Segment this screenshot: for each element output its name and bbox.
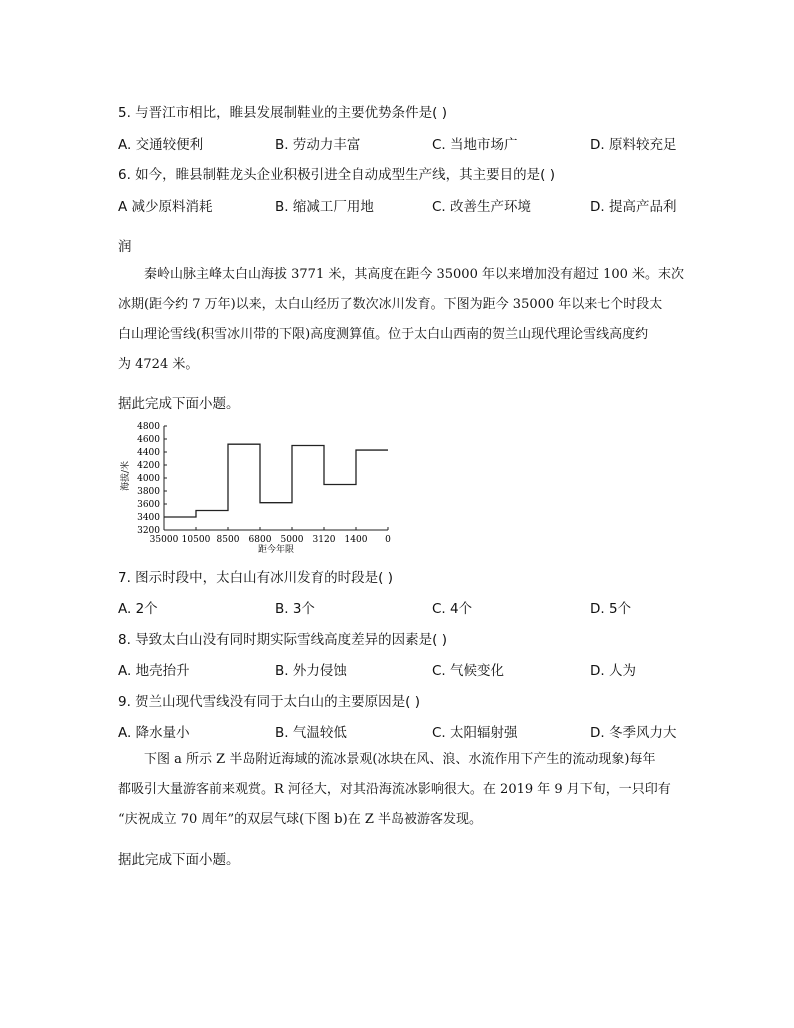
x-tick-label: 5000	[280, 535, 304, 545]
question-8-option-c: C. 气候变化	[432, 663, 505, 679]
question-9-option-d: D. 冬季风力大	[590, 725, 677, 741]
x-tick-label: 0	[385, 535, 391, 545]
question-7-option-b: B. 3个	[275, 601, 315, 617]
x-tick-label: 6800	[248, 535, 272, 545]
question-9-option-a: A. 降水量小	[118, 725, 190, 741]
y-tick-label: 4400	[137, 448, 160, 458]
y-tick-label: 4800	[137, 422, 160, 432]
question-5-option-b: B. 劳动力丰富	[275, 137, 361, 153]
question-9-option-b: B. 气温较低	[275, 725, 347, 741]
question-8-option-d: D. 人为	[590, 663, 636, 679]
question-8-option-a: A. 地壳抬升	[118, 663, 190, 679]
question-7-stem: 7. 图示时段中，太白山有冰川发育的时段是( )	[118, 570, 393, 586]
passage-line: 都吸引大量游客前来观赏。R 河径大，对其沿海流冰影响很大。在 2019 年 9 月下旬，一只印有	[118, 782, 671, 797]
snowline-chart	[110, 418, 400, 558]
y-axis	[137, 422, 167, 536]
instruction-text: 据此完成下面小题。	[118, 852, 240, 868]
passage-line: 为 4724 米。	[118, 357, 199, 372]
question-8-stem: 8. 导致太白山没有同时期实际雪线高度差异的因素是( )	[118, 632, 447, 648]
question-5-stem: 5. 与晋江市相比，睢县发展制鞋业的主要优势条件是( )	[118, 105, 447, 121]
passage-drift-ice	[118, 745, 678, 835]
y-tick-label: 3600	[137, 500, 160, 510]
question-6-option-b: B. 缩减工厂用地	[275, 199, 374, 215]
x-tick-label: 8500	[216, 535, 240, 545]
x-tick-label: 3120	[312, 535, 336, 545]
question-5-option-d: D. 原料较充足	[590, 137, 677, 153]
question-6-option-d: D. 提高产品利	[590, 199, 677, 215]
y-tick-label: 4200	[137, 461, 160, 471]
passage-line: 秦岭山脉主峰太白山海拔 3771 米，其高度在距今 35000 年以来增加没有超过 100 米。末次	[144, 267, 685, 282]
y-tick-label: 3200	[137, 526, 160, 536]
instruction-text: 据此完成下面小题。	[118, 396, 240, 412]
snowline-step-line	[164, 444, 388, 517]
question-7-option-a: A. 2个	[118, 601, 158, 617]
question-9-stem: 9. 贺兰山现代雪线没有同于太白山的主要原因是( )	[118, 694, 420, 710]
question-6-option-c: C. 改善生产环境	[432, 199, 532, 215]
question-9-option-c: C. 太阳辐射强	[432, 725, 518, 741]
question-6-option-d-wrap: 润	[118, 239, 132, 255]
x-tick-label: 35000	[149, 535, 179, 545]
question-7-option-d: D. 5个	[590, 601, 632, 617]
y-tick-label: 3400	[137, 513, 160, 523]
y-axis-label: 海拔/米	[121, 460, 131, 492]
passage-taibai	[118, 260, 685, 380]
y-tick-label: 4000	[137, 474, 160, 484]
question-6-option-a: A 减少原料消耗	[118, 199, 213, 215]
x-tick-label: 10500	[181, 535, 211, 545]
question-5-option-a: A. 交通较便利	[118, 137, 204, 153]
question-8-option-b: B. 外力侵蚀	[275, 663, 347, 679]
y-tick-label: 4600	[137, 435, 160, 445]
passage-line: 下图 a 所示 Z 半岛附近海域的流冰景观(冰块在风、浪、水流作用下产生的流动现象)每年	[144, 752, 656, 767]
question-5-option-c: C. 当地市场广	[432, 137, 518, 153]
passage-line: 白山理论雪线(积雪冰川带的下限)高度测算值。位于太白山西南的贺兰山现代理论雪线高度约	[118, 327, 649, 342]
question-7-option-c: C. 4个	[432, 601, 473, 617]
x-tick-label: 1400	[344, 535, 368, 545]
x-axis-label: 距今年限	[257, 545, 295, 555]
passage-line: “庆祝成立 70 周年”的双层气球(下图 b)在 Z 半岛被游客发现。	[118, 812, 482, 827]
question-6-stem: 6. 如今，睢县制鞋龙头企业积极引进全自动成型生产线，其主要目的是( )	[118, 167, 555, 183]
y-tick-label: 3800	[137, 487, 160, 497]
passage-line: 冰期(距今约 7 万年)以来，太白山经历了数次冰川发育。下图为距今 35000 年以来七个时段太	[118, 297, 663, 312]
